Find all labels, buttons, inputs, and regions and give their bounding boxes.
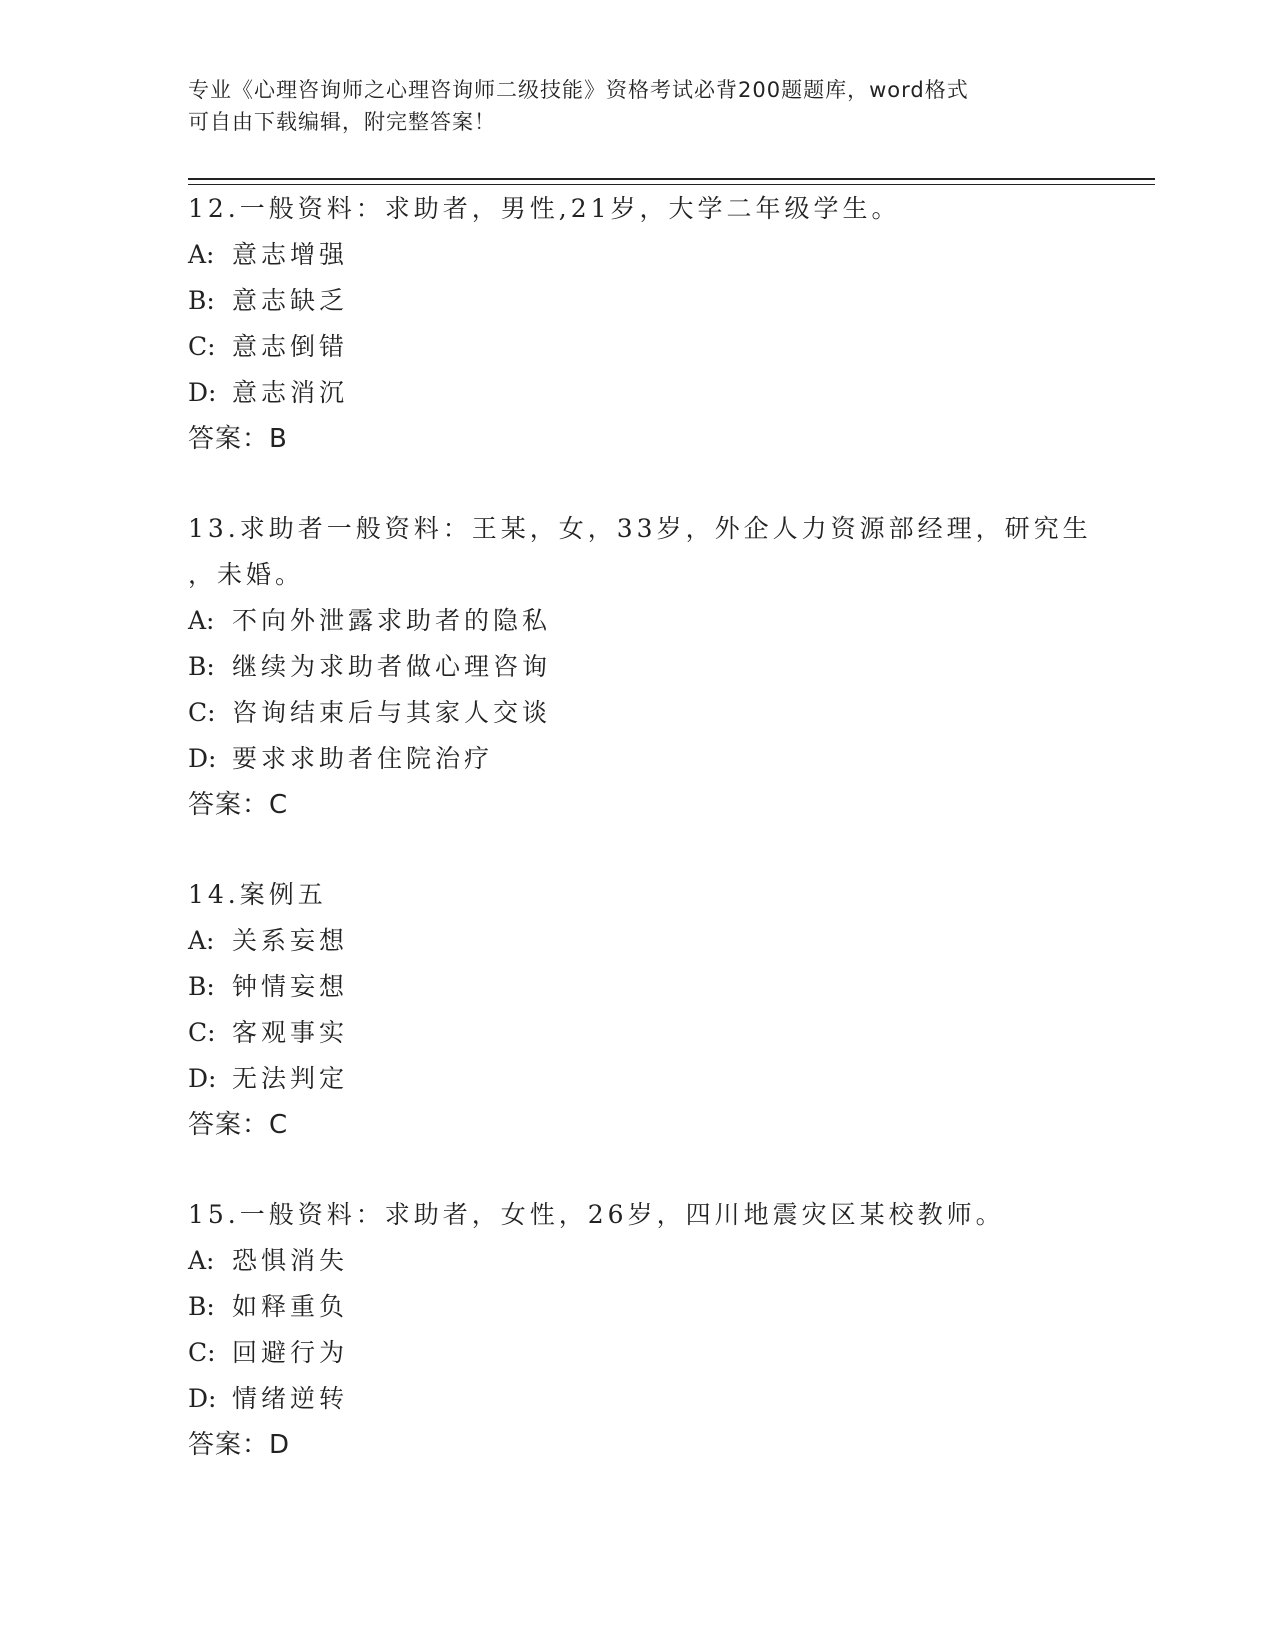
question-list — [188, 186, 1148, 1468]
option-letter: A: — [188, 1246, 215, 1275]
option-b — [188, 1284, 1148, 1330]
answer-line: 答案：C — [188, 790, 289, 820]
question-stem: 14.案例五 — [188, 880, 327, 909]
question-stem-continued: ，未婚。 — [188, 560, 305, 589]
question-stem: 12.一般资料：求助者，男性,21岁，大学二年级学生。 — [188, 194, 901, 223]
option-letter: A: — [188, 240, 215, 269]
question-stem: 13.求助者一般资料：王某，女，33岁，外企人力资源部经理，研究生 — [188, 514, 1092, 543]
option-letter: A: — [188, 926, 215, 955]
option-text: 意志倒错 — [232, 332, 349, 361]
question-14 — [188, 872, 1148, 1148]
option-text: 回避行为 — [232, 1338, 349, 1367]
option-text: 情绪逆转 — [232, 1384, 349, 1413]
option-c — [188, 690, 1148, 736]
option-letter: C: — [188, 332, 216, 361]
option-letter: D: — [188, 1384, 217, 1413]
header-rule-thick — [188, 178, 1155, 180]
option-a — [188, 918, 1148, 964]
option-text: 不向外泄露求助者的隐私 — [232, 606, 552, 635]
answer-line: 答案：B — [188, 424, 288, 454]
option-b — [188, 644, 1148, 690]
option-b — [188, 278, 1148, 324]
answer-line: 答案：D — [188, 1430, 291, 1460]
option-a — [188, 232, 1148, 278]
question-13 — [188, 506, 1148, 828]
option-text: 钟情妄想 — [232, 972, 349, 1001]
option-a — [188, 1238, 1148, 1284]
option-b — [188, 964, 1148, 1010]
option-letter: B: — [188, 652, 215, 681]
option-d — [188, 370, 1148, 416]
option-text: 关系妄想 — [232, 926, 349, 955]
option-text: 咨询结束后与其家人交谈 — [232, 698, 552, 727]
option-letter: D: — [188, 1064, 217, 1093]
option-text: 意志消沉 — [232, 378, 349, 407]
option-c — [188, 324, 1148, 370]
option-a — [188, 598, 1148, 644]
question-12 — [188, 186, 1148, 462]
option-d — [188, 1056, 1148, 1102]
option-text: 恐惧消失 — [232, 1246, 349, 1275]
document-header — [188, 74, 1088, 138]
option-text: 要求求助者住院治疗 — [232, 744, 494, 773]
option-letter: A: — [188, 606, 215, 635]
option-letter: B: — [188, 286, 215, 315]
option-text: 意志增强 — [232, 240, 349, 269]
option-text: 如释重负 — [232, 1292, 349, 1321]
option-c — [188, 1330, 1148, 1376]
answer-line: 答案：C — [188, 1110, 289, 1140]
header-title-line-2: 可自由下载编辑，附完整答案！ — [188, 110, 496, 134]
option-letter: C: — [188, 1018, 216, 1047]
option-letter: C: — [188, 698, 216, 727]
option-text: 无法判定 — [232, 1064, 349, 1093]
option-c — [188, 1010, 1148, 1056]
option-letter: C: — [188, 1338, 216, 1367]
option-letter: B: — [188, 1292, 215, 1321]
header-title-line-1: 专业《心理咨询师之心理咨询师二级技能》资格考试必背200题题库，word格式 — [188, 78, 969, 102]
option-letter: D: — [188, 378, 217, 407]
option-letter: B: — [188, 972, 215, 1001]
option-d — [188, 1376, 1148, 1422]
question-15 — [188, 1192, 1148, 1468]
option-text: 继续为求助者做心理咨询 — [232, 652, 552, 681]
option-text: 意志缺乏 — [232, 286, 349, 315]
option-letter: D: — [188, 744, 217, 773]
header-rule-thin — [188, 184, 1155, 185]
option-text: 客观事实 — [232, 1018, 349, 1047]
option-d — [188, 736, 1148, 782]
question-stem: 15.一般资料：求助者，女性，26岁，四川地震灾区某校教师。 — [188, 1200, 1005, 1229]
